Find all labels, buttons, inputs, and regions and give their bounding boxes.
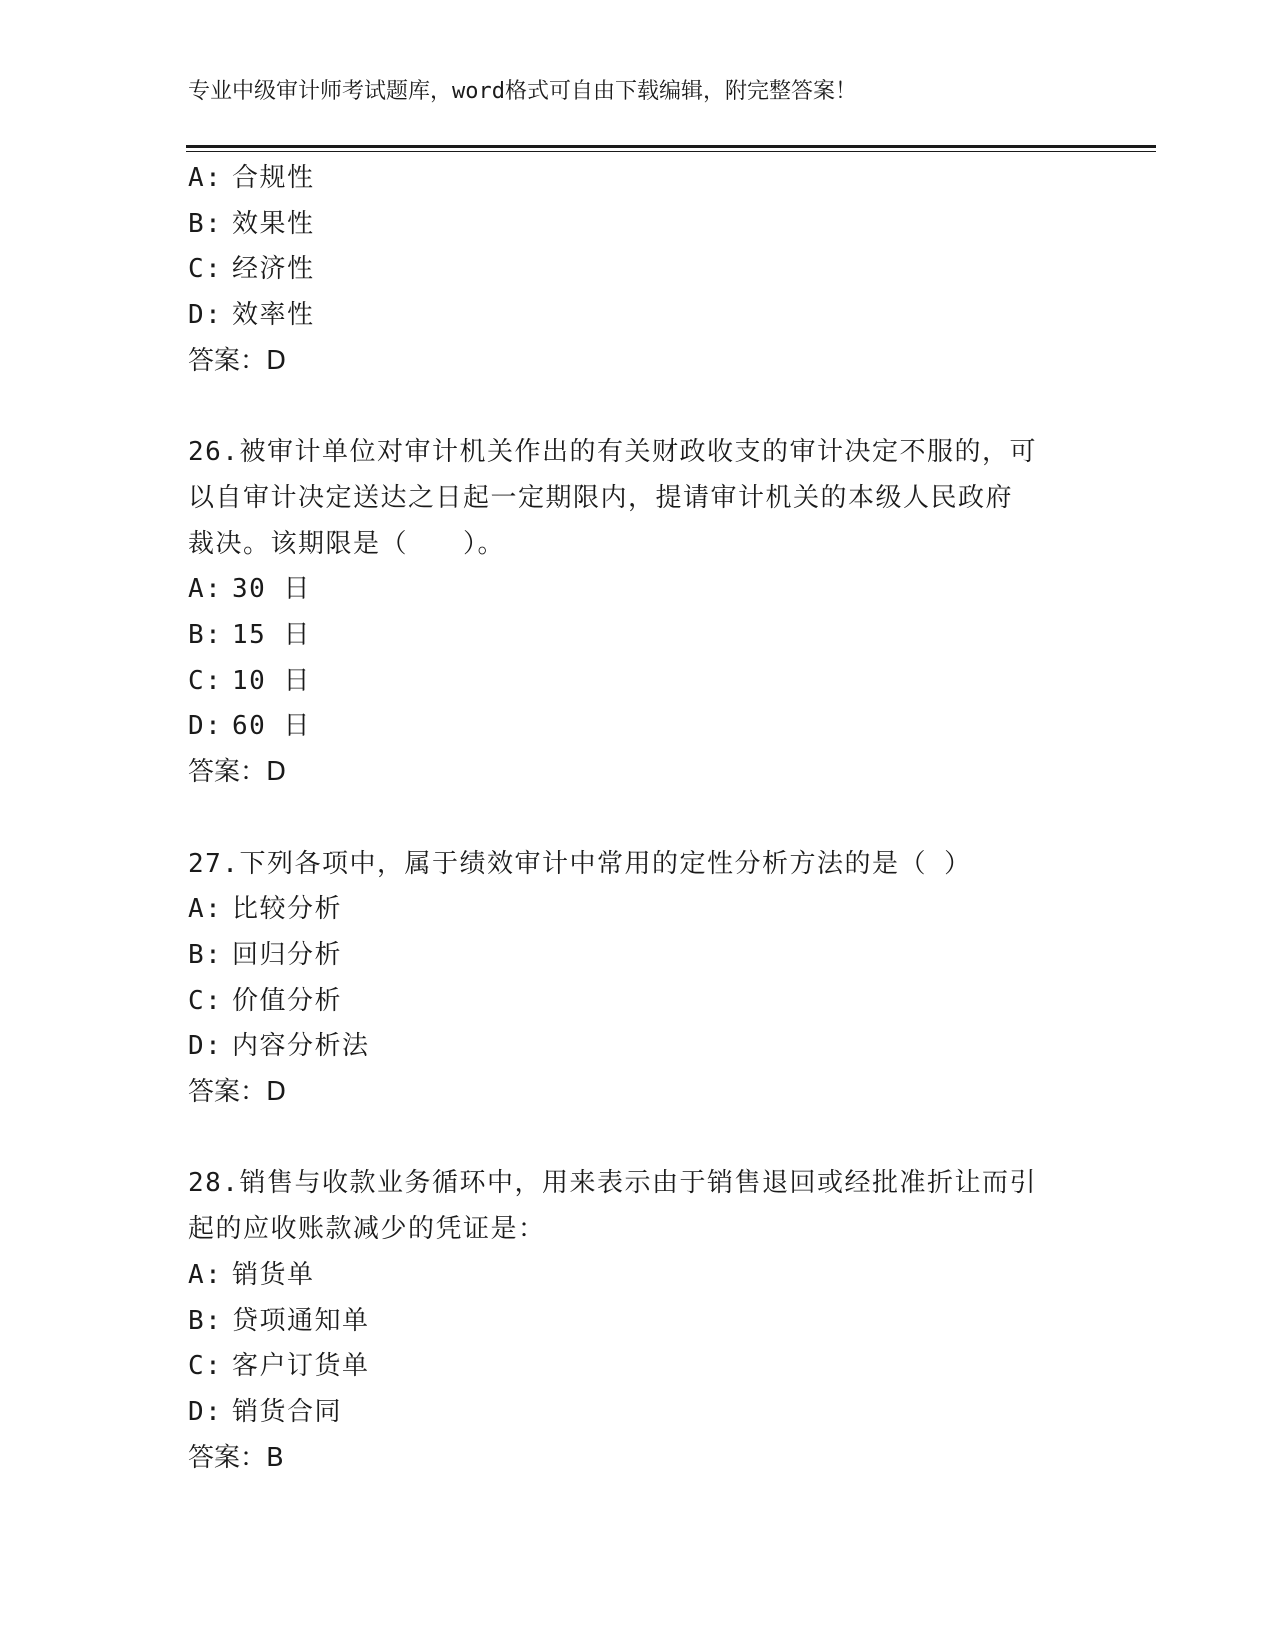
answer-prefix: 答案： bbox=[188, 1077, 267, 1108]
spacer bbox=[188, 385, 1088, 431]
option-a bbox=[188, 567, 1088, 613]
question-stem: 起的应收账款减少的凭证是： bbox=[188, 1214, 546, 1245]
option-text: 价值分析 bbox=[232, 985, 343, 1016]
question-27 bbox=[188, 842, 1088, 1116]
prev-question bbox=[188, 156, 1088, 385]
option-text: 比较分析 bbox=[232, 894, 343, 925]
answer-value: D bbox=[266, 757, 287, 788]
option-label: A: bbox=[188, 574, 223, 605]
option-c bbox=[188, 659, 1088, 705]
option-label: D: bbox=[188, 300, 223, 331]
option-text: 销货单 bbox=[232, 1259, 315, 1290]
spacer bbox=[188, 796, 1088, 842]
option-label: A: bbox=[188, 163, 223, 193]
option-a bbox=[188, 156, 1088, 202]
option-c bbox=[188, 1344, 1088, 1390]
option-b bbox=[188, 1299, 1088, 1345]
option-label: C: bbox=[188, 1351, 223, 1382]
option-text: 合规性 bbox=[232, 163, 315, 193]
answer-line bbox=[188, 339, 1088, 385]
option-text: 销货合同 bbox=[232, 1396, 343, 1427]
answer-prefix: 答案： bbox=[188, 345, 267, 376]
option-label: D: bbox=[188, 1396, 223, 1427]
option-a bbox=[188, 1253, 1088, 1299]
option-label: B: bbox=[188, 1305, 223, 1336]
option-b bbox=[188, 613, 1088, 659]
question-stem: 27.下列各项中，属于绩效审计中常用的定性分析方法的是（ ） bbox=[188, 848, 972, 879]
question-26 bbox=[188, 430, 1088, 796]
question-stem: 26.被审计单位对审计机关作出的有关财政收支的审计决定不服的，可 bbox=[188, 437, 1037, 468]
option-d bbox=[188, 1390, 1088, 1436]
option-d bbox=[188, 293, 1088, 339]
question-stem: 裁决。该期限是（ ）。 bbox=[188, 528, 506, 559]
option-label: A: bbox=[188, 894, 223, 925]
option-text: 效率性 bbox=[232, 300, 315, 331]
option-d bbox=[188, 1024, 1088, 1070]
question-content bbox=[188, 156, 1088, 1481]
answer-line bbox=[188, 1070, 1088, 1116]
header-rule-thin bbox=[186, 151, 1156, 152]
option-c bbox=[188, 247, 1088, 293]
option-text: 15 日 bbox=[232, 620, 311, 651]
option-text: 效果性 bbox=[232, 208, 315, 239]
option-label: C: bbox=[188, 254, 223, 285]
question-stem: 以自审计决定送达之日起一定期限内，提请审计机关的本级人民政府 bbox=[188, 482, 1014, 513]
option-label: C: bbox=[188, 665, 223, 696]
option-text: 内容分析法 bbox=[232, 1031, 370, 1062]
option-b bbox=[188, 202, 1088, 248]
option-label: D: bbox=[188, 711, 223, 742]
option-text: 回归分析 bbox=[232, 939, 343, 970]
question-stem: 28.销售与收款业务循环中，用来表示由于销售退回或经批准折让而引 bbox=[188, 1168, 1037, 1199]
header-rule-thick bbox=[186, 145, 1156, 148]
option-d bbox=[188, 704, 1088, 750]
answer-line bbox=[188, 1436, 1088, 1482]
answer-prefix: 答案： bbox=[188, 1442, 267, 1473]
option-label: B: bbox=[188, 620, 223, 651]
option-b bbox=[188, 933, 1088, 979]
option-text: 客户订货单 bbox=[232, 1351, 370, 1382]
question-28 bbox=[188, 1161, 1088, 1481]
option-label: A: bbox=[188, 1259, 223, 1290]
answer-value: D bbox=[266, 1077, 287, 1108]
option-text: 60 日 bbox=[232, 711, 311, 742]
option-label: B: bbox=[188, 208, 223, 239]
option-a bbox=[188, 887, 1088, 933]
spacer bbox=[188, 1116, 1088, 1162]
option-text: 经济性 bbox=[232, 254, 315, 285]
option-c bbox=[188, 979, 1088, 1025]
option-label: B: bbox=[188, 939, 223, 970]
answer-prefix: 答案： bbox=[188, 757, 267, 788]
option-text: 10 日 bbox=[232, 665, 311, 696]
answer-line bbox=[188, 750, 1088, 796]
option-text: 贷项通知单 bbox=[232, 1305, 370, 1336]
page-header: 专业中级审计师考试题库，word格式可自由下载编辑，附完整答案！ bbox=[188, 79, 857, 104]
option-text: 30 日 bbox=[232, 574, 311, 605]
option-label: D: bbox=[188, 1031, 223, 1062]
answer-value: D bbox=[266, 345, 287, 376]
answer-value: B bbox=[266, 1442, 284, 1473]
option-label: C: bbox=[188, 985, 223, 1016]
